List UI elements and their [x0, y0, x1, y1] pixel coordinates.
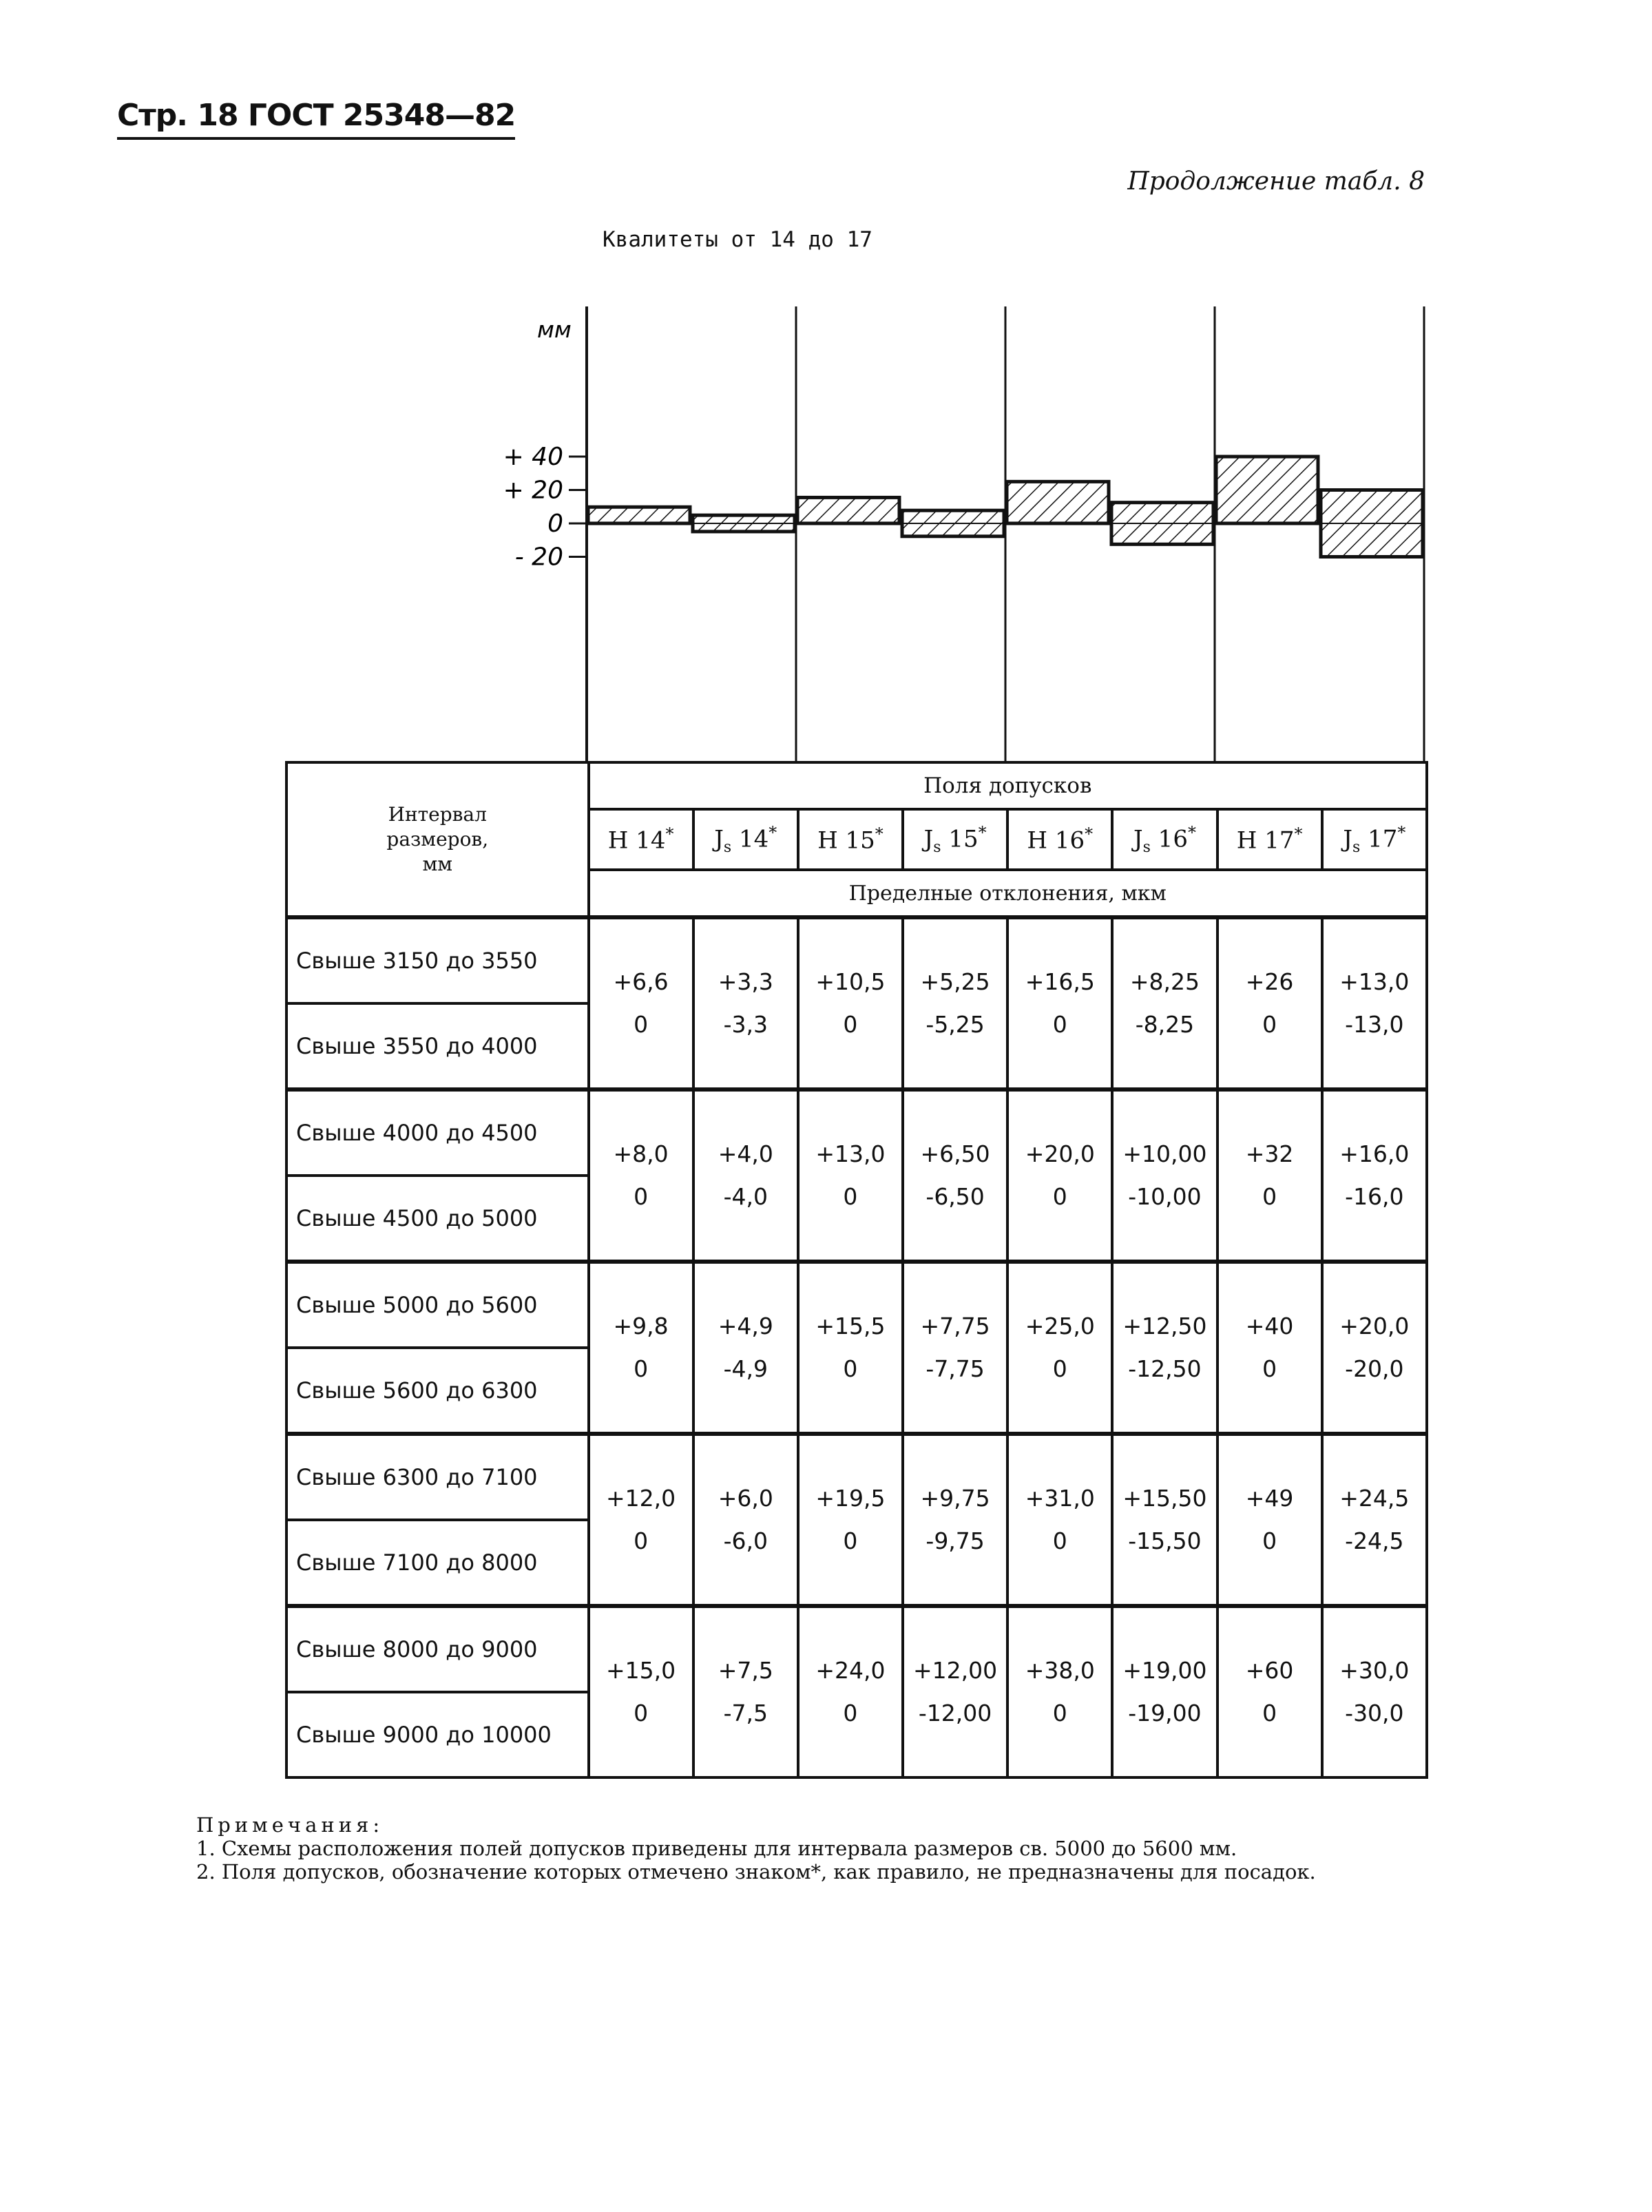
deviation-cell [1007, 1606, 1112, 1777]
field-grade: 15 [941, 825, 979, 853]
lower-deviation: 0 [843, 1700, 858, 1726]
table-row [286, 1434, 1427, 1520]
upper-deviation: +30,0 [1339, 1657, 1410, 1684]
asterisk-mark: * [769, 822, 777, 842]
notes-title: Примечания: [196, 1813, 384, 1837]
tolerance-table [285, 761, 1428, 1779]
size-range-cell: Свыше 7100 до 8000 [286, 1520, 589, 1606]
lower-deviation: -12,50 [1128, 1355, 1202, 1382]
lower-deviation: -4,0 [723, 1183, 768, 1210]
upper-deviation: +13,0 [815, 1140, 886, 1167]
field-grade: 15 [837, 826, 875, 855]
asterisk-mark: * [665, 824, 674, 844]
field-subscript: s [723, 839, 732, 857]
lower-deviation: 0 [843, 1011, 858, 1038]
lower-deviation: 0 [1052, 1527, 1067, 1554]
size-range-cell: Свыше 3150 до 3550 [286, 917, 589, 1003]
deviation-cell [1217, 1606, 1322, 1777]
limits-header: Пределные отклонения, мкм [589, 870, 1428, 917]
asterisk-mark: * [1397, 822, 1406, 842]
deviation-cell [693, 917, 798, 1089]
upper-deviation: +15,50 [1122, 1485, 1207, 1512]
size-range-cell: Свыше 4500 до 5000 [286, 1176, 589, 1262]
deviation-cell [1217, 1434, 1322, 1606]
field-grade: 17 [1360, 825, 1398, 853]
field-subscript: s [1142, 839, 1151, 857]
tolerance-field-rect [1321, 490, 1423, 557]
tick-label: + 20 [503, 476, 563, 505]
size-range-cell: Свыше 6300 до 7100 [286, 1434, 589, 1520]
upper-deviation: +40 [1245, 1313, 1294, 1339]
upper-deviation: +8,25 [1129, 968, 1200, 995]
size-range-cell: Свыше 4000 до 4500 [286, 1089, 589, 1176]
upper-deviation: +15,0 [606, 1657, 676, 1684]
upper-deviation: +10,5 [815, 968, 886, 995]
lower-deviation: -20,0 [1345, 1355, 1404, 1382]
table-row [286, 1606, 1427, 1692]
field-letter: H [1236, 826, 1257, 855]
upper-deviation: +7,5 [718, 1657, 773, 1684]
deviation-cell [1007, 917, 1112, 1089]
tolerance-field-rect [1007, 481, 1109, 523]
lower-deviation: 0 [1262, 1011, 1277, 1038]
asterisk-mark: * [875, 824, 883, 844]
deviation-cell [589, 1606, 693, 1777]
upper-deviation: +12,50 [1122, 1313, 1207, 1339]
lower-deviation: -12,00 [918, 1700, 992, 1726]
lower-deviation: -3,3 [723, 1011, 768, 1038]
size-range-cell: Свыше 3550 до 4000 [286, 1003, 589, 1089]
upper-deviation: +4,0 [718, 1140, 773, 1167]
deviation-cell [589, 1434, 693, 1606]
tick-label: 0 [547, 510, 563, 538]
upper-deviation: +16,0 [1339, 1140, 1410, 1167]
upper-deviation: +20,0 [1339, 1313, 1410, 1339]
lower-deviation: -19,00 [1128, 1700, 1202, 1726]
deviation-cell [798, 1262, 903, 1434]
lower-deviation: 0 [1262, 1183, 1277, 1210]
field-subscript: s [1352, 839, 1361, 857]
fields-header: Поля допусков [589, 762, 1428, 809]
deviation-cell [903, 1606, 1007, 1777]
notes [196, 1813, 1316, 1884]
deviation-cell [1112, 917, 1217, 1089]
field-grade: 16 [1047, 826, 1085, 855]
field-grade: 14 [731, 825, 769, 853]
field-grade: 14 [628, 826, 666, 855]
upper-deviation: +12,0 [606, 1485, 676, 1512]
tolerance-field-code [1007, 809, 1112, 870]
deviation-cell [798, 1606, 903, 1777]
deviation-cell [903, 1089, 1007, 1262]
page-header: Стр. 18 ГОСТ 25348—82 [117, 98, 515, 140]
tolerance-field-code [1112, 809, 1217, 870]
interval-header-line: размеров, [386, 828, 489, 851]
interval-header-line: мм [422, 853, 453, 875]
diagram-axis [503, 316, 587, 572]
lower-deviation: -9,75 [926, 1527, 985, 1554]
deviation-cell [798, 917, 903, 1089]
lower-deviation: 0 [634, 1355, 649, 1382]
upper-deviation: +8,0 [613, 1140, 669, 1167]
upper-deviation: +19,5 [815, 1485, 886, 1512]
deviation-cell [693, 1606, 798, 1777]
deviation-cell [1007, 1262, 1112, 1434]
upper-deviation: +16,5 [1025, 968, 1095, 995]
table-row [286, 917, 1427, 1003]
tolerance-field-rect [1111, 503, 1213, 545]
lower-deviation: 0 [1052, 1355, 1067, 1382]
upper-deviation: +25,0 [1025, 1313, 1095, 1339]
field-letter: J [1133, 825, 1143, 853]
field-letter: J [923, 825, 934, 853]
lower-deviation: 0 [634, 1011, 649, 1038]
deviation-cell [1112, 1262, 1217, 1434]
deviation-cell [1112, 1089, 1217, 1262]
deviation-cell [1217, 1089, 1322, 1262]
deviation-cell [693, 1089, 798, 1262]
lower-deviation: -8,25 [1135, 1011, 1195, 1038]
lower-deviation: 0 [1052, 1183, 1067, 1210]
field-grade: 16 [1150, 825, 1188, 853]
asterisk-mark: * [1294, 824, 1303, 844]
tolerance-field-rect [1216, 457, 1318, 523]
upper-deviation: +4,9 [718, 1313, 773, 1339]
tick-label: - 20 [514, 543, 563, 572]
lower-deviation: 0 [634, 1700, 649, 1726]
lower-deviation: 0 [843, 1527, 858, 1554]
deviation-cell [589, 917, 693, 1089]
upper-deviation: +6,50 [920, 1140, 990, 1167]
deviation-cell [1322, 1606, 1427, 1777]
tolerance-field-code [589, 809, 693, 870]
upper-deviation: +32 [1245, 1140, 1294, 1167]
deviation-cell [903, 1262, 1007, 1434]
tolerance-field-rect [902, 510, 1004, 536]
table-continuation-label: Продолжение табл. 8 [1127, 167, 1425, 196]
lower-deviation: -24,5 [1345, 1527, 1404, 1554]
lower-deviation: -10,00 [1128, 1183, 1202, 1210]
upper-deviation: +24,5 [1339, 1485, 1410, 1512]
lower-deviation: 0 [1262, 1700, 1277, 1726]
lower-deviation: 0 [1052, 1011, 1067, 1038]
tolerance-field-rect [588, 507, 690, 523]
tolerance-field-rect [693, 515, 795, 532]
asterisk-mark: * [1187, 822, 1196, 842]
deviation-cell [798, 1434, 903, 1606]
deviation-cell [903, 917, 1007, 1089]
upper-deviation: +20,0 [1025, 1140, 1095, 1167]
tolerance-field-code [798, 809, 903, 870]
deviation-cell [903, 1434, 1007, 1606]
upper-deviation: +19,00 [1122, 1657, 1207, 1684]
upper-deviation: +31,0 [1025, 1485, 1095, 1512]
table-row [286, 1089, 1427, 1176]
deviation-cell [1007, 1089, 1112, 1262]
lower-deviation: -6,50 [926, 1183, 985, 1210]
deviation-cell [1217, 917, 1322, 1089]
tolerance-field-code [903, 809, 1007, 870]
lower-deviation: 0 [634, 1183, 649, 1210]
upper-deviation: +60 [1245, 1657, 1294, 1684]
deviation-cell [1217, 1262, 1322, 1434]
tick-label: + 40 [503, 443, 563, 471]
tolerance-field-rect [797, 497, 899, 523]
lower-deviation: 0 [1052, 1700, 1067, 1726]
lower-deviation: -15,50 [1128, 1527, 1202, 1554]
size-range-cell: Свыше 8000 до 9000 [286, 1606, 589, 1692]
upper-deviation: +24,0 [815, 1657, 886, 1684]
lower-deviation: 0 [634, 1527, 649, 1554]
size-range-cell: Свыше 5000 до 5600 [286, 1262, 589, 1348]
upper-deviation: +13,0 [1339, 968, 1410, 995]
lower-deviation: -16,0 [1345, 1183, 1404, 1210]
size-range-cell: Свыше 9000 до 10000 [286, 1692, 589, 1777]
asterisk-mark: * [1085, 824, 1094, 844]
deviation-cell [1322, 1262, 1427, 1434]
field-letter: J [714, 825, 724, 853]
deviation-cell [1322, 1089, 1427, 1262]
upper-deviation: +6,0 [718, 1485, 773, 1512]
interval-header [286, 762, 589, 917]
deviation-cell [1007, 1434, 1112, 1606]
asterisk-mark: * [978, 822, 987, 842]
lower-deviation: -6,0 [723, 1527, 768, 1554]
upper-deviation: +9,8 [613, 1313, 669, 1339]
field-letter: H [1027, 826, 1048, 855]
deviation-cell [693, 1434, 798, 1606]
upper-deviation: +7,75 [920, 1313, 990, 1339]
lower-deviation: 0 [1262, 1355, 1277, 1382]
field-letter: J [1343, 825, 1352, 853]
lower-deviation: -7,75 [926, 1355, 985, 1382]
field-letter: H [817, 826, 838, 855]
tolerance-field-code [693, 809, 798, 870]
deviation-cell [1322, 917, 1427, 1089]
qualities-title: Квалитеты от 14 до 17 [603, 227, 872, 252]
lower-deviation: 0 [843, 1183, 858, 1210]
tolerance-field-code [1217, 809, 1322, 870]
upper-deviation: +49 [1245, 1485, 1294, 1512]
deviation-cell [1322, 1434, 1427, 1606]
lower-deviation: -30,0 [1345, 1700, 1404, 1726]
field-grade: 17 [1257, 826, 1295, 855]
note-item: 1. Схемы расположения полей допусков приведены для интервала размеров св. 5000 до 5600 мм. [196, 1837, 1237, 1860]
deviation-cell [1112, 1434, 1217, 1606]
upper-deviation: +15,5 [815, 1313, 886, 1339]
field-letter: H [607, 826, 629, 855]
lower-deviation: -4,9 [723, 1355, 768, 1382]
note-item: 2. Поля допусков, обозначение которых отмечено знаком*, как правило, не предназначены для посадок. [196, 1860, 1316, 1884]
interval-header-line: Интервал [388, 803, 487, 826]
deviation-cell [589, 1262, 693, 1434]
deviation-cell [589, 1089, 693, 1262]
lower-deviation: -5,25 [926, 1011, 985, 1038]
tolerance-field-diagram [496, 296, 1432, 761]
lower-deviation: -7,5 [723, 1700, 768, 1726]
upper-deviation: +5,25 [920, 968, 990, 995]
size-range-cell: Свыше 5600 до 6300 [286, 1348, 589, 1434]
deviation-cell [798, 1089, 903, 1262]
lower-deviation: 0 [1262, 1527, 1277, 1554]
lower-deviation: -13,0 [1345, 1011, 1404, 1038]
deviation-cell [1112, 1606, 1217, 1777]
lower-deviation: 0 [843, 1355, 858, 1382]
upper-deviation: +26 [1245, 968, 1294, 995]
table-row [286, 1262, 1427, 1348]
tolerance-field-code [1322, 809, 1427, 870]
axis-unit: мм [537, 316, 572, 343]
upper-deviation: +38,0 [1025, 1657, 1095, 1684]
upper-deviation: +9,75 [920, 1485, 990, 1512]
field-subscript: s [933, 839, 941, 857]
deviation-cell [693, 1262, 798, 1434]
upper-deviation: +3,3 [718, 968, 773, 995]
upper-deviation: +6,6 [613, 968, 669, 995]
upper-deviation: +10,00 [1122, 1140, 1207, 1167]
upper-deviation: +12,00 [913, 1657, 998, 1684]
